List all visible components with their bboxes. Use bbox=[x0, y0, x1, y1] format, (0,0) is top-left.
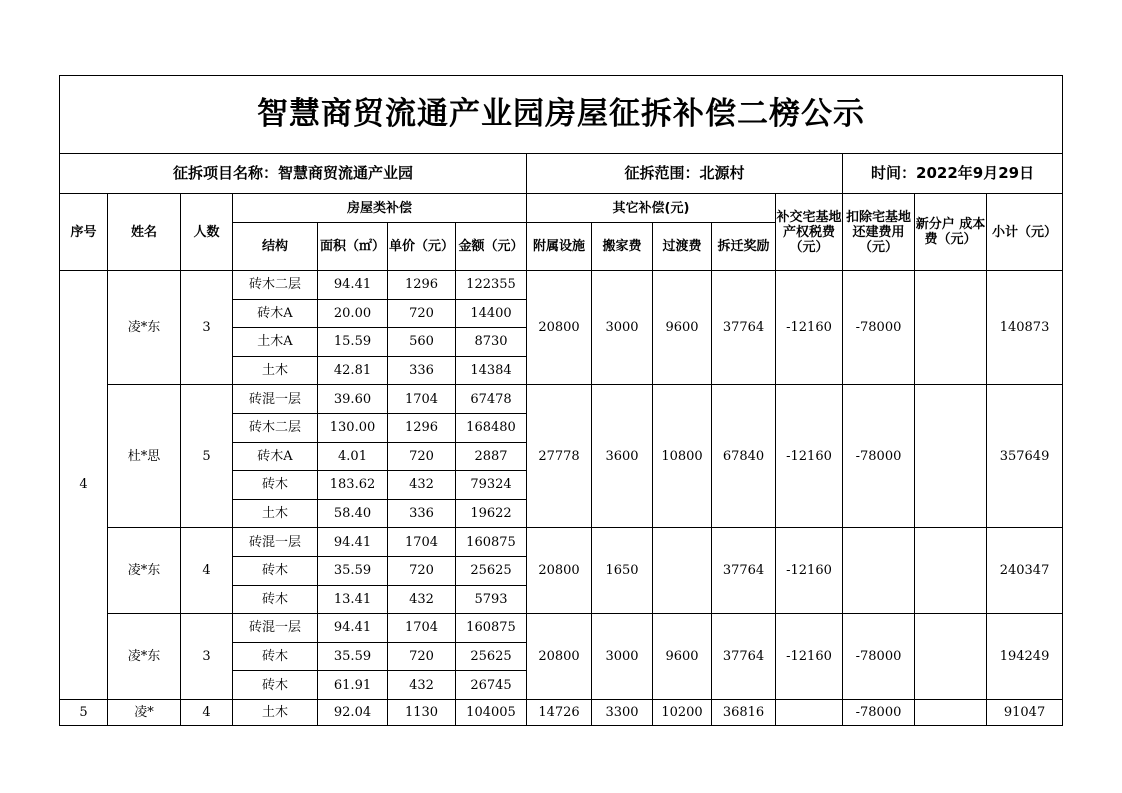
subtotal-cell: 357649 bbox=[987, 385, 1063, 528]
tax-cell: -12160 bbox=[776, 271, 843, 385]
area-cell: 94.41 bbox=[318, 614, 388, 643]
header-area: 面积（㎡） bbox=[318, 223, 388, 271]
structure-cell: 砖木 bbox=[233, 585, 318, 614]
page-title: 智慧商贸流通产业园房屋征拆补偿二榜公示 bbox=[60, 76, 1063, 154]
header-people: 人数 bbox=[181, 194, 233, 271]
header-reward: 拆迁奖励 bbox=[712, 223, 776, 271]
header-other-group: 其它补偿(元) bbox=[527, 194, 776, 223]
amount-cell: 122355 bbox=[456, 271, 527, 300]
header-moving: 搬家费 bbox=[592, 223, 653, 271]
header-seq: 序号 bbox=[60, 194, 108, 271]
price-cell: 720 bbox=[388, 642, 456, 671]
area-cell: 92.04 bbox=[318, 699, 388, 725]
tax-cell bbox=[776, 699, 843, 725]
seq-cell: 5 bbox=[60, 699, 108, 725]
area-cell: 130.00 bbox=[318, 413, 388, 442]
structure-cell: 土木 bbox=[233, 499, 318, 528]
price-cell: 432 bbox=[388, 585, 456, 614]
amount-cell: 25625 bbox=[456, 642, 527, 671]
moving-cell: 3000 bbox=[592, 614, 653, 700]
deduct-cell: -78000 bbox=[843, 614, 915, 700]
price-cell: 1296 bbox=[388, 413, 456, 442]
table-row bbox=[60, 699, 1063, 725]
moving-cell: 3300 bbox=[592, 699, 653, 725]
newhouse-cell bbox=[915, 385, 987, 528]
deduct-cell: -78000 bbox=[843, 271, 915, 385]
compensation-table bbox=[59, 75, 1063, 726]
header-deduct: 扣除宅基地还建费用（元） bbox=[843, 194, 915, 271]
newhouse-cell bbox=[915, 614, 987, 700]
area-cell: 39.60 bbox=[318, 385, 388, 414]
name-cell: 凌*东 bbox=[108, 614, 181, 700]
price-cell: 432 bbox=[388, 671, 456, 700]
structure-cell: 砖木二层 bbox=[233, 271, 318, 300]
price-cell: 1130 bbox=[388, 699, 456, 725]
facility-cell: 20800 bbox=[527, 614, 592, 700]
area-cell: 61.91 bbox=[318, 671, 388, 700]
price-cell: 336 bbox=[388, 499, 456, 528]
header-structure: 结构 bbox=[233, 223, 318, 271]
reward-cell: 37764 bbox=[712, 271, 776, 385]
amount-cell: 14384 bbox=[456, 356, 527, 385]
people-cell: 4 bbox=[181, 528, 233, 614]
amount-cell: 160875 bbox=[456, 528, 527, 557]
table-row bbox=[60, 385, 1063, 414]
price-cell: 1296 bbox=[388, 271, 456, 300]
structure-cell: 土木 bbox=[233, 699, 318, 725]
structure-cell: 砖混一层 bbox=[233, 614, 318, 643]
header-house-group: 房屋类补偿 bbox=[233, 194, 527, 223]
area-cell: 94.41 bbox=[318, 271, 388, 300]
area-cell: 58.40 bbox=[318, 499, 388, 528]
amount-cell: 26745 bbox=[456, 671, 527, 700]
facility-cell: 27778 bbox=[527, 385, 592, 528]
area-cell: 42.81 bbox=[318, 356, 388, 385]
header-transition: 过渡费 bbox=[653, 223, 712, 271]
amount-cell: 25625 bbox=[456, 556, 527, 585]
area-cell: 94.41 bbox=[318, 528, 388, 557]
people-cell: 3 bbox=[181, 614, 233, 700]
name-cell: 凌* bbox=[108, 699, 181, 725]
reward-cell: 36816 bbox=[712, 699, 776, 725]
table-row bbox=[60, 271, 1063, 300]
price-cell: 1704 bbox=[388, 614, 456, 643]
table-row bbox=[60, 614, 1063, 643]
area-cell: 4.01 bbox=[318, 442, 388, 471]
people-cell: 4 bbox=[181, 699, 233, 725]
subtotal-cell: 140873 bbox=[987, 271, 1063, 385]
facility-cell: 14726 bbox=[527, 699, 592, 725]
people-cell: 3 bbox=[181, 271, 233, 385]
transition-cell: 10200 bbox=[653, 699, 712, 725]
reward-cell: 67840 bbox=[712, 385, 776, 528]
transition-cell: 10800 bbox=[653, 385, 712, 528]
header-facility: 附属设施 bbox=[527, 223, 592, 271]
transition-cell: 9600 bbox=[653, 271, 712, 385]
subtotal-cell: 240347 bbox=[987, 528, 1063, 614]
name-cell: 凌*东 bbox=[108, 528, 181, 614]
structure-cell: 砖木二层 bbox=[233, 413, 318, 442]
area-cell: 35.59 bbox=[318, 642, 388, 671]
facility-cell: 20800 bbox=[527, 528, 592, 614]
moving-cell: 3000 bbox=[592, 271, 653, 385]
transition-cell: 9600 bbox=[653, 614, 712, 700]
deduct-cell bbox=[843, 528, 915, 614]
deduct-cell: -78000 bbox=[843, 385, 915, 528]
tax-cell: -12160 bbox=[776, 385, 843, 528]
area-cell: 15.59 bbox=[318, 328, 388, 357]
seq-cell: 4 bbox=[60, 271, 108, 700]
structure-cell: 砖混一层 bbox=[233, 385, 318, 414]
newhouse-cell bbox=[915, 699, 987, 725]
structure-cell: 砖木 bbox=[233, 642, 318, 671]
project-name: 征拆项目名称：智慧商贸流通产业园 bbox=[60, 154, 527, 194]
reward-cell: 37764 bbox=[712, 528, 776, 614]
structure-cell: 土木A bbox=[233, 328, 318, 357]
structure-cell: 砖混一层 bbox=[233, 528, 318, 557]
price-cell: 720 bbox=[388, 299, 456, 328]
tax-cell: -12160 bbox=[776, 528, 843, 614]
price-cell: 720 bbox=[388, 556, 456, 585]
table-row bbox=[60, 528, 1063, 557]
facility-cell: 20800 bbox=[527, 271, 592, 385]
structure-cell: 砖木A bbox=[233, 442, 318, 471]
structure-cell: 砖木 bbox=[233, 671, 318, 700]
header-newhouse: 新分户 成本费（元） bbox=[915, 194, 987, 271]
amount-cell: 104005 bbox=[456, 699, 527, 725]
area-cell: 20.00 bbox=[318, 299, 388, 328]
moving-cell: 3600 bbox=[592, 385, 653, 528]
amount-cell: 160875 bbox=[456, 614, 527, 643]
area-cell: 35.59 bbox=[318, 556, 388, 585]
price-cell: 720 bbox=[388, 442, 456, 471]
newhouse-cell bbox=[915, 528, 987, 614]
deduct-cell: -78000 bbox=[843, 699, 915, 725]
price-cell: 560 bbox=[388, 328, 456, 357]
scope: 征拆范围：北源村 bbox=[527, 154, 843, 194]
subtotal-cell: 194249 bbox=[987, 614, 1063, 700]
newhouse-cell bbox=[915, 271, 987, 385]
people-cell: 5 bbox=[181, 385, 233, 528]
header-name: 姓名 bbox=[108, 194, 181, 271]
header-unit-price: 单价（元） bbox=[388, 223, 456, 271]
name-cell: 杜*思 bbox=[108, 385, 181, 528]
header-tax: 补交宅基地产权税费（元） bbox=[776, 194, 843, 271]
header-amount: 金额（元） bbox=[456, 223, 527, 271]
structure-cell: 砖木 bbox=[233, 556, 318, 585]
amount-cell: 5793 bbox=[456, 585, 527, 614]
tax-cell: -12160 bbox=[776, 614, 843, 700]
structure-cell: 土木 bbox=[233, 356, 318, 385]
area-cell: 183.62 bbox=[318, 471, 388, 500]
amount-cell: 79324 bbox=[456, 471, 527, 500]
amount-cell: 2887 bbox=[456, 442, 527, 471]
publish-date: 时间：2022年9月29日 bbox=[843, 154, 1063, 194]
moving-cell: 1650 bbox=[592, 528, 653, 614]
price-cell: 432 bbox=[388, 471, 456, 500]
amount-cell: 14400 bbox=[456, 299, 527, 328]
subtotal-cell: 91047 bbox=[987, 699, 1063, 725]
area-cell: 13.41 bbox=[318, 585, 388, 614]
amount-cell: 168480 bbox=[456, 413, 527, 442]
name-cell: 凌*东 bbox=[108, 271, 181, 385]
structure-cell: 砖木 bbox=[233, 471, 318, 500]
transition-cell bbox=[653, 528, 712, 614]
price-cell: 1704 bbox=[388, 528, 456, 557]
price-cell: 336 bbox=[388, 356, 456, 385]
amount-cell: 67478 bbox=[456, 385, 527, 414]
reward-cell: 37764 bbox=[712, 614, 776, 700]
header-subtotal: 小计（元） bbox=[987, 194, 1063, 271]
structure-cell: 砖木A bbox=[233, 299, 318, 328]
amount-cell: 19622 bbox=[456, 499, 527, 528]
amount-cell: 8730 bbox=[456, 328, 527, 357]
price-cell: 1704 bbox=[388, 385, 456, 414]
